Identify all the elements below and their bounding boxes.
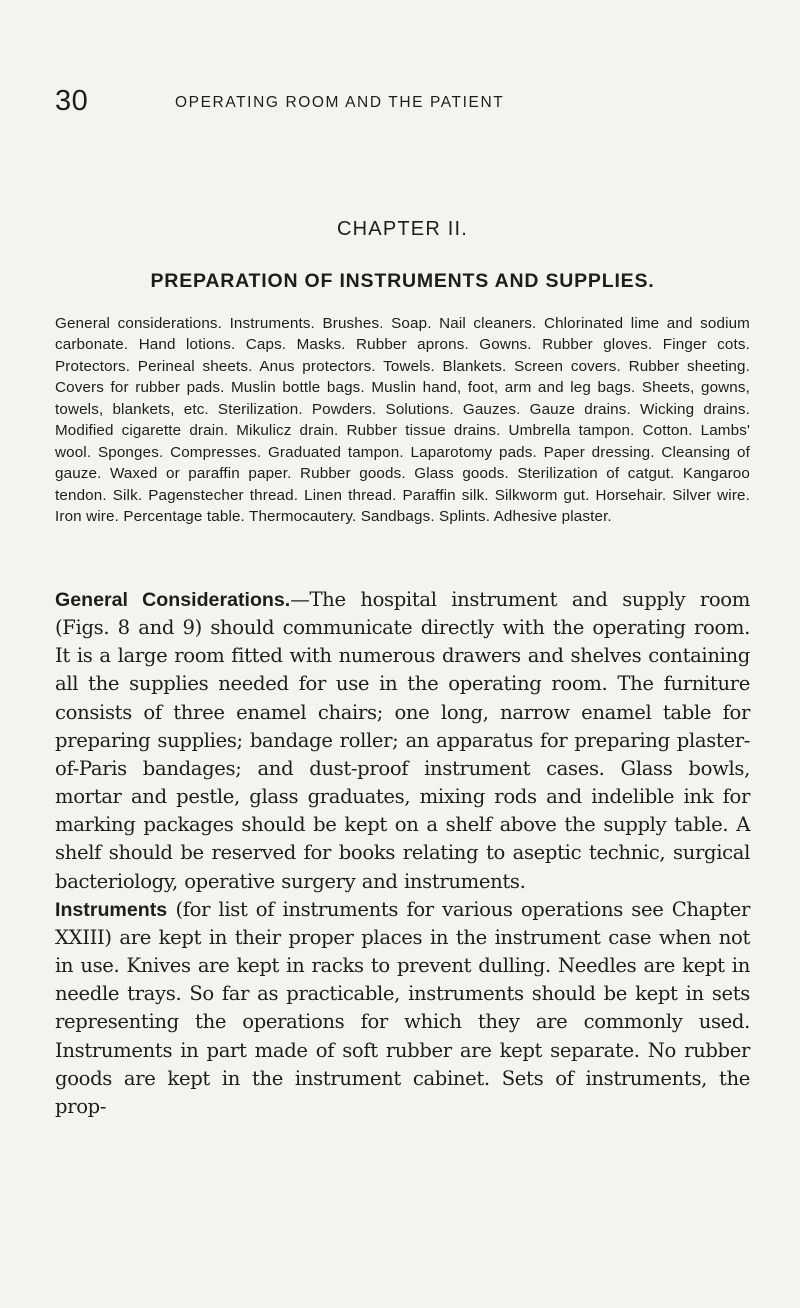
- body-text: [55, 586, 750, 1121]
- chapter-label: CHAPTER II.: [337, 218, 468, 240]
- chapter-title: PREPARATION OF INSTRUMENTS AND SUPPLIES.: [150, 270, 655, 292]
- section-heading: Instruments: [55, 898, 168, 921]
- section-heading: General Considerations.: [55, 589, 291, 611]
- paragraph-general-considerations: [55, 586, 750, 896]
- paragraph-text: —The hospital instrument and supply room (Figs. 8 and 9) should communicate directly with the operating room. It is a large room fitted with numerous drawers and shelves containing all the supplies needed for use in the operating room. The furniture consists of three enamel chairs; one long, narrow enamel table for preparing supplies; bandage roller; an apparatus for preparing plaster-of-Paris bandages; and dust-proof instrument cases. Glass bowls, mortar and pestle, glass graduates, mixing rods and indelible ink for marking packages should be kept on a shelf above the supply table. A shelf should be reserved for books relating to aseptic technic, surgical bacteriology, operative surgery and instruments.: [55, 588, 750, 893]
- running-title: OPERATING ROOM AND THE PATIENT: [175, 94, 505, 111]
- running-head: [55, 86, 750, 116]
- page-number: 30: [55, 85, 89, 117]
- paragraph-instruments: [55, 896, 750, 1121]
- chapter-synopsis: General considerations. Instruments. Brushes. Soap. Nail cleaners. Chlorinated lime and sodium carbonate. Hand lotions. Caps. Masks. Rubber aprons. Gowns. Rubber gloves. Finger cots. Protectors. Perineal sheets. Anus protectors. Towels. Blankets. Screen covers. Rubber sheeting. Covers for rubber pads. Muslin bottle bags. Muslin hand, foot, arm and leg bags. Sheets, gowns, towels, blankets, etc. Sterilization. Powders. Solutions. Gauzes. Gauze drains. Wicking drains. Modified cigarette drain. Mikulicz drain. Rubber tissue drains. Umbrella tampon. Cotton. Lambs' wool. Sponges. Compresses. Graduated tampon. Laparotomy pads. Paper dressing. Cleansing of gauze. Waxed or paraffin paper. Rubber goods. Glass goods. Sterilization of catgut. Kangaroo tendon. Silk. Pagenstecher thread. Linen thread. Paraffin silk. Silkworm gut. Horsehair. Silver wire. Iron wire. Percentage table. Thermocautery. Sandbags. Splints. Adhesive plaster.: [55, 315, 750, 526]
- paragraph-text: (for list of instruments for various operations see Chapter XXIII) are kept in their proper places in the instrument case when not in use. Knives are kept in racks to prevent dulling. Needles are kept in needle trays. So far as practicable, instruments should be kept in sets representing the operations for which they are commonly used. Instruments in part made of soft rubber are kept separate. No rubber goods are kept in the instrument cabinet. Sets of instruments, the prop-: [55, 897, 750, 1118]
